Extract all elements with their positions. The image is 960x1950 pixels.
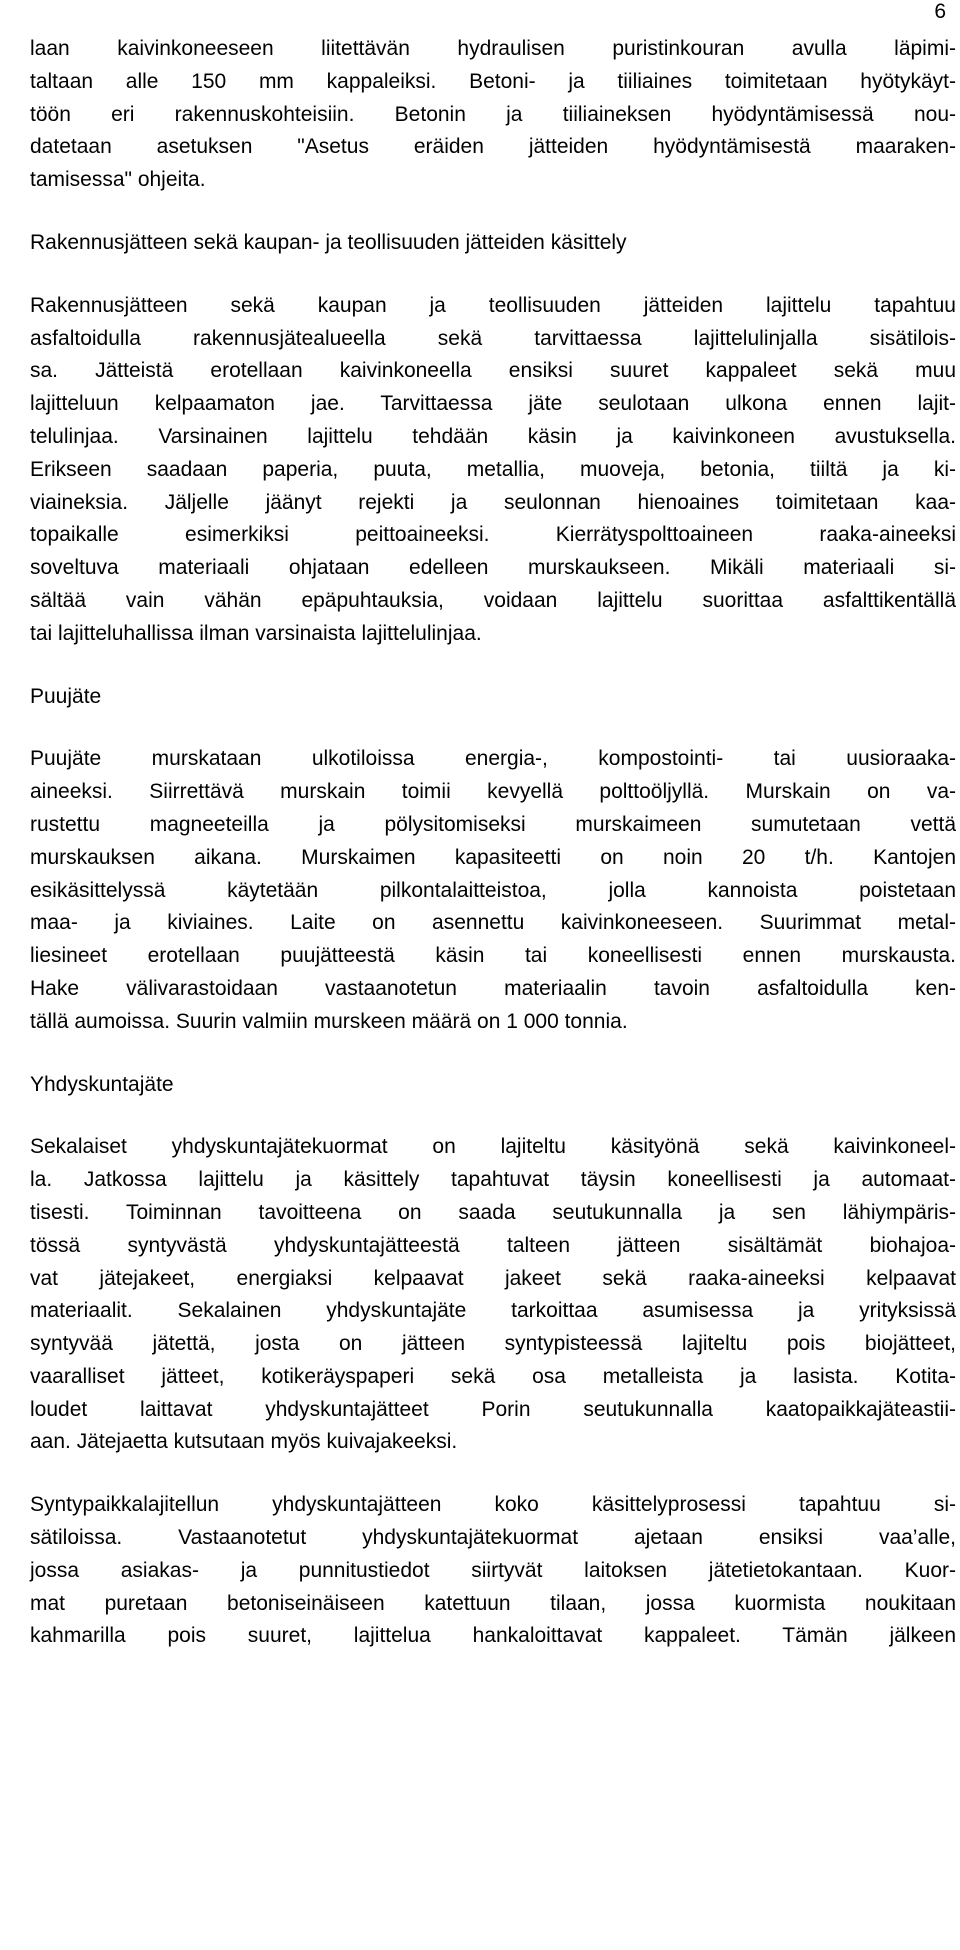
text-line: sätiloissa. Vastaanotetut yhdyskuntajätekuormat ajetaan ensiksi vaa’alle, (30, 1526, 956, 1550)
section-heading: Puujäte (30, 684, 102, 708)
text-line: telulinjaa. Varsinainen lajittelu tehdään käsin ja kaivinkoneen avustuksella. (30, 424, 956, 448)
text-line: tössä syntyvästä yhdyskuntajätteestä talteen jätteen sisältämät biohajoa- (30, 1233, 956, 1257)
text-line: viaineksia. Jäljelle jäänyt rejekti ja seulonnan hienoaines toimitetaan kaa- (30, 490, 956, 514)
text-line: soveltuva materiaali ohjataan edelleen murskaukseen. Mikäli materiaali si- (30, 556, 956, 580)
text-line: tamisessa" ohjeita. (30, 168, 206, 192)
text-line: vaaralliset jätteet, kotikeräyspaperi sekä osa metalleista ja lasista. Kotita- (30, 1364, 956, 1388)
text-line: topaikalle esimerkiksi peittoaineeksi. Kierrätyspolttoaineen raaka-aineeksi (30, 523, 956, 547)
text-line: aineeksi. Siirrettävä murskain toimii kevyellä polttoöljyllä. Murskain on va- (30, 780, 956, 804)
text-line: mat puretaan betoniseinäiseen katettuun tilaan, jossa kuormista noukitaan (30, 1591, 956, 1615)
paragraph (30, 33, 956, 197)
text-line: sa. Jätteistä erotellaan kaivinkoneella ensiksi suuret kappaleet sekä muu (30, 359, 956, 383)
text-line: materiaalit. Sekalainen yhdyskuntajäte tarkoittaa asumisessa ja yrityksissä (30, 1299, 956, 1323)
paragraph (30, 1489, 956, 1653)
text-line: lajitteluun kelpaamaton jae. Tarvittaessa jäte seulotaan ulkona ennen lajit- (30, 392, 956, 416)
text-line: laan kaivinkoneeseen liitettävän hydraulisen puristinkouran avulla läpimi- (30, 37, 956, 60)
text-line: Erikseen saadaan paperia, puuta, metallia, muoveja, betonia, tiiltä ja ki- (30, 457, 956, 481)
text-line: maa- ja kiviaines. Laite on asennettu kaivinkoneeseen. Suurimmat metal- (30, 911, 956, 935)
text-line: aan. Jätejaetta kutsutaan myös kuivajakeeksi. (30, 1430, 458, 1454)
text-line: jossa asiakas- ja punnitustiedot siirtyvät laitoksen jätetietokantaan. Kuor- (30, 1558, 956, 1582)
text-line: töön eri rakennuskohteisiin. Betonin ja tiiliaineksen hyödyntämisessä nou- (30, 102, 956, 126)
paragraph (30, 290, 956, 651)
text-line: liesineet erotellaan puujätteestä käsin tai koneellisesti ennen murskausta. (30, 944, 956, 968)
text-line: Rakennusjätteen sekä kaupan ja teollisuuden jätteiden lajittelu tapahtuu (30, 293, 956, 317)
text-line: tai lajitteluhallissa ilman varsinaista lajittelulinjaa. (30, 621, 482, 645)
page-number: 6 (934, 0, 946, 23)
text-line: Syntypaikkalajitellun yhdyskuntajätteen koko käsittelyprosessi tapahtuu si- (30, 1493, 956, 1517)
text-line: la. Jatkossa lajittelu ja käsittely tapahtuvat täysin koneellisesti ja automaat- (30, 1168, 956, 1192)
text-line: Sekalaiset yhdyskuntajätekuormat on lajiteltu käsityönä sekä kaivinkoneel- (30, 1135, 956, 1159)
text-line: kahmarilla pois suuret, lajittelua hankaloittavat kappaleet. Tämän jälkeen (30, 1624, 956, 1648)
text-line: rustettu magneeteilla ja pölysitomiseksi murskaimeen sumutetaan vettä (30, 812, 956, 836)
paragraph (30, 1131, 956, 1459)
text-line: sältää vain vähän epäpuhtauksia, voidaan lajittelu suorittaa asfalttikentällä (30, 588, 956, 612)
text-line: murskauksen aikana. Murskaimen kapasiteetti on noin 20 t/h. Kantojen (30, 845, 956, 869)
section-heading: Rakennusjätteen sekä kaupan- ja teollisuuden jätteiden käsittely (30, 230, 627, 254)
text-line: datetaan asetuksen "Asetus eräiden jätteiden hyödyntämisestä maaraken- (30, 135, 956, 159)
section-heading: Yhdyskuntajäte (30, 1072, 174, 1096)
paragraph (30, 743, 956, 1038)
text-line: Puujäte murskataan ulkotiloissa energia-, kompostointi- tai uusioraaka- (30, 747, 956, 771)
text-line: tällä aumoissa. Suurin valmiin murskeen määrä on 1 000 tonnia. (30, 1009, 628, 1033)
text-line: syntyvää jätettä, josta on jätteen syntypisteessä lajiteltu pois biojätteet, (30, 1332, 956, 1356)
text-line: taltaan alle 150 mm kappaleiksi. Betoni- ja tiiliaines toimitetaan hyötykäyt- (30, 69, 956, 93)
text-line: tisesti. Toiminnan tavoitteena on saada seutukunnalla ja sen lähiympäris- (30, 1200, 956, 1224)
text-line: vat jätejakeet, energiaksi kelpaavat jakeet sekä raaka-aineeksi kelpaavat (30, 1266, 956, 1290)
text-line: esikäsittelyssä käytetään pilkontalaitteistoa, jolla kannoista poistetaan (30, 878, 956, 902)
document-body (30, 33, 956, 1653)
text-line: asfaltoidulla rakennusjätealueella sekä tarvittaessa lajittelulinjalla sisätilois- (30, 326, 956, 350)
text-line: Hake välivarastoidaan vastaanotetun materiaalin tavoin asfaltoidulla ken- (30, 976, 956, 1000)
text-line: loudet laittavat yhdyskuntajätteet Porin seutukunnalla kaatopaikkajäteastii- (30, 1397, 956, 1421)
